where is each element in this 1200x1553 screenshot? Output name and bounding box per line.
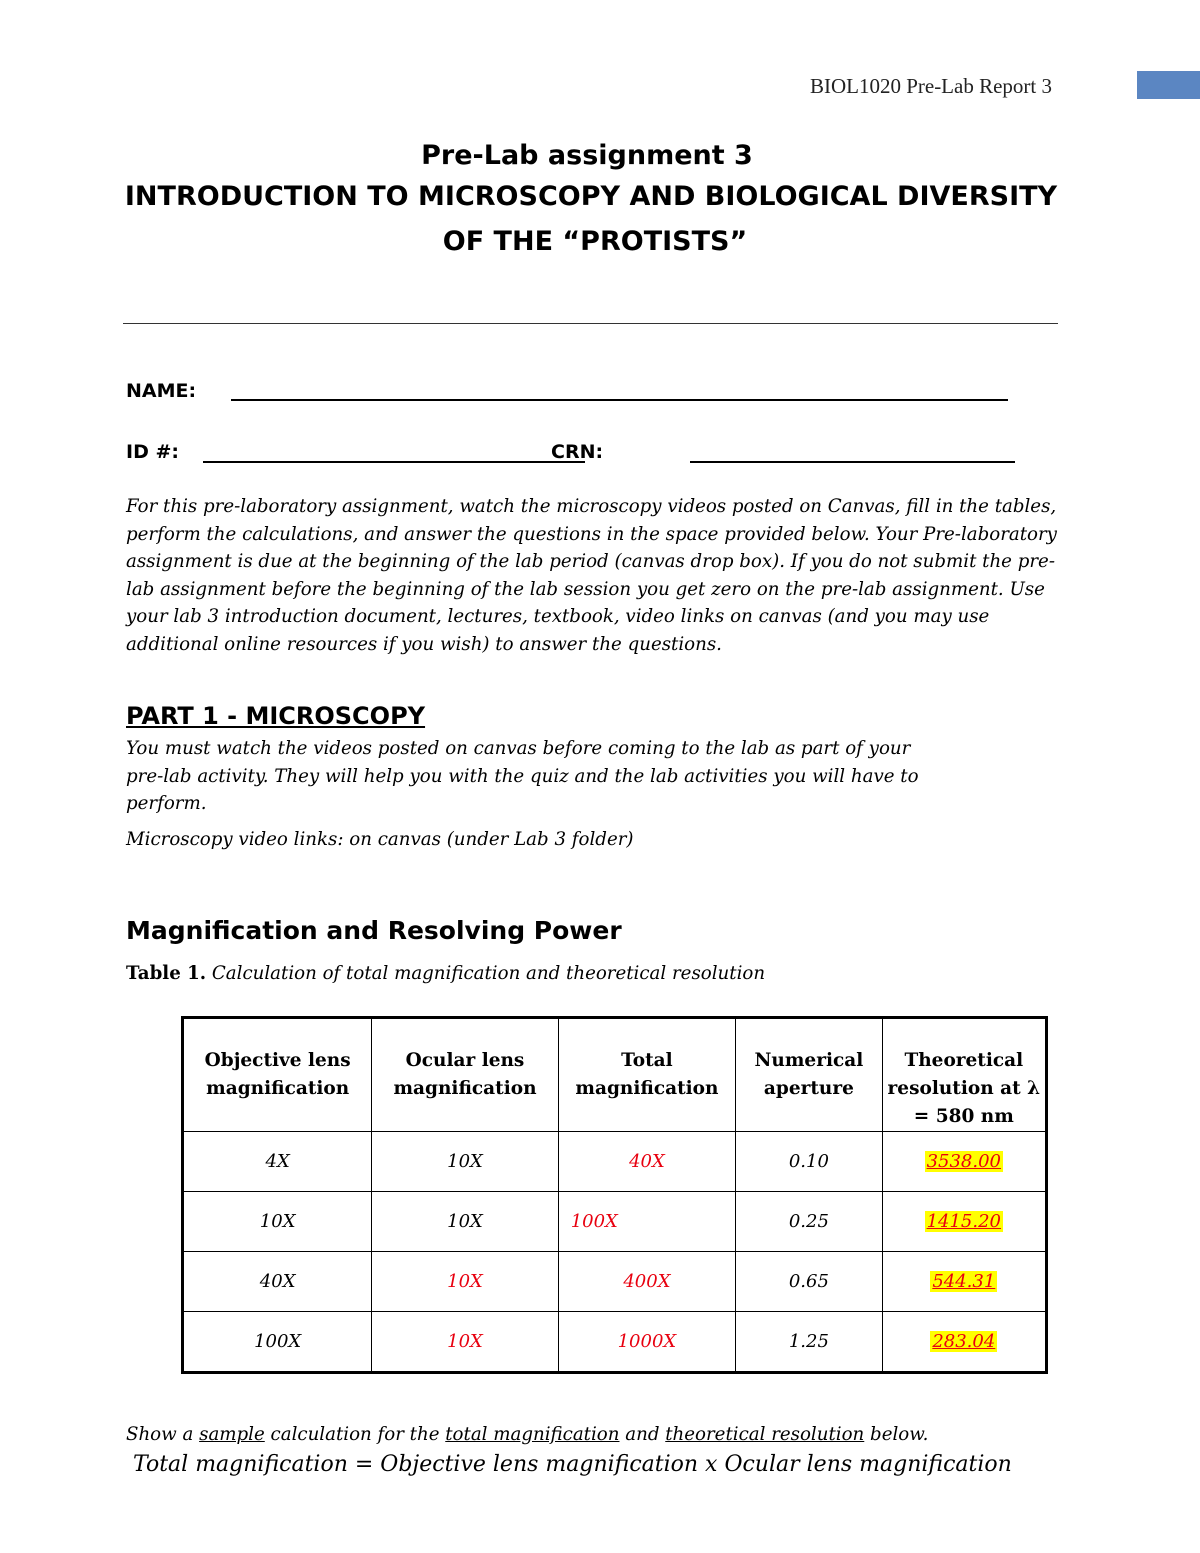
prompt-text: and [619,1424,666,1445]
cell-total: 1000X [558,1312,735,1373]
prompt-text: calculation for the [264,1424,446,1445]
cell-resolution [882,1252,1046,1312]
header-resolution: Theoretical resolution at λ = 580 nm [882,1018,1046,1132]
sample-calculation-prompt [126,1424,928,1445]
prompt-text: Show a [126,1424,200,1445]
crn-label: CRN: [551,441,604,463]
cell-objective: 10X [183,1192,372,1252]
cell-ocular: 10X [372,1132,558,1192]
table-caption-number: Table 1. [126,963,207,984]
part1-heading: PART 1 - MICROSCOPY [126,702,426,730]
prompt-text: below. [864,1424,929,1445]
cell-total: 400X [558,1252,735,1312]
cell-ocular: 10X [372,1312,558,1373]
section-heading: Magnification and Resolving Power [126,916,622,945]
id-field[interactable] [203,461,585,463]
magnification-table [181,1016,1048,1374]
cell-resolution [882,1132,1046,1192]
cell-total: 40X [558,1132,735,1192]
cell-aperture: 1.25 [736,1312,882,1373]
cell-ocular: 10X [372,1192,558,1252]
cell-total: 100X [558,1192,735,1252]
resolution-answer: 1415.20 [926,1211,1002,1232]
table-caption-text: Calculation of total magnification and theoretical resolution [211,963,766,984]
cell-resolution [882,1312,1046,1373]
cell-aperture: 0.25 [736,1192,882,1252]
cell-aperture: 0.10 [736,1132,882,1192]
table-caption [126,963,765,984]
crn-field[interactable] [690,461,1015,463]
video-links-note: Microscopy video links: on canvas (under Lab 3 folder) [126,829,634,850]
header-total: Total magnification [558,1018,735,1132]
id-label: ID #: [126,441,179,463]
header-objective: Objective lens magnification [183,1018,372,1132]
cell-objective: 4X [183,1132,372,1192]
header-aperture: Numerical aperture [736,1018,882,1132]
resolution-answer: 544.31 [932,1271,996,1292]
part1-paragraph: You must watch the videos posted on canvas before coming to the lab as part of your pre-lab activity. They will help you with the quiz and the lab activities you will have to perform. [126,738,919,815]
instructions-paragraph: For this pre-laboratory assignment, watch the microscopy videos posted on Canvas, fill in the tables, perform the calculations, and answer the questions in the space provided below. Your Pre-laboratory assignment is due at the beginning of the lab period (canvas drop box). If you do not submit the pre-lab assignment before the beginning of the lab session you get zero on the pre-lab assignment. Use your lab 3 introduction document, lectures, textbook, video links on canvas (and you may use additional online resources if you wish) to answer the questions. [126,496,1057,655]
prompt-underlined: total magnification [445,1424,620,1445]
table-row [183,1132,1047,1192]
title-divider [123,323,1058,324]
resolution-answer: 283.04 [932,1331,996,1352]
table-row [183,1252,1047,1312]
cell-objective: 100X [183,1312,372,1373]
cell-objective: 40X [183,1252,372,1312]
document-title-line-1: INTRODUCTION TO MICROSCOPY AND BIOLOGICAL DIVERSITY [124,181,1058,212]
name-label: NAME: [126,380,197,402]
resolution-answer: 3538.00 [926,1151,1002,1172]
table-row [183,1192,1047,1252]
prompt-underlined: sample [199,1424,265,1445]
assignment-title: Pre-Lab assignment 3 [421,140,753,171]
name-field[interactable] [231,399,1008,401]
cell-aperture: 0.65 [736,1252,882,1312]
header-ocular: Ocular lens magnification [372,1018,558,1132]
page-corner-tab [1137,71,1200,99]
prompt-underlined: theoretical resolution [665,1424,865,1445]
running-header: BIOL1020 Pre-Lab Report 3 [809,74,1052,98]
cell-ocular: 10X [372,1252,558,1312]
document-title-line-2: OF THE “PROTISTS” [442,226,748,257]
table-row [183,1312,1047,1373]
cell-resolution [882,1192,1046,1252]
magnification-formula: Total magnification = Objective lens magnification x Ocular lens magnification [133,1452,1012,1477]
table-header-row [183,1018,1047,1132]
